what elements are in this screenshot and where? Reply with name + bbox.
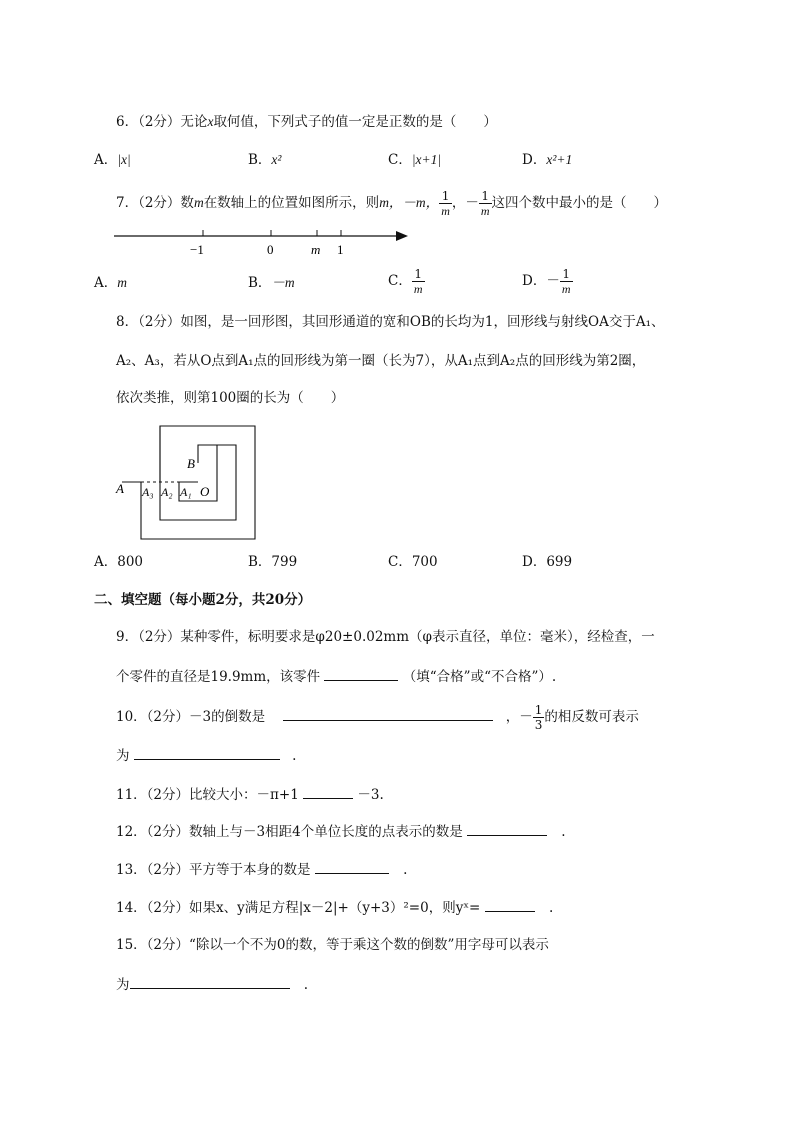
q13-line bbox=[116, 859, 407, 880]
q10-text-a: 10．（2分）－3的倒数是 bbox=[116, 709, 266, 725]
tick-label-one: 1 bbox=[337, 242, 344, 257]
option-label: A． bbox=[94, 152, 118, 168]
q14-line bbox=[116, 897, 553, 918]
fraction-numerator: 1 bbox=[560, 267, 573, 282]
q12-text-b: . bbox=[561, 824, 566, 840]
label-a2: A₂ bbox=[161, 485, 173, 499]
q15-text-b: . bbox=[303, 977, 309, 993]
option-text: －m bbox=[271, 275, 295, 290]
option-label: C． bbox=[388, 152, 412, 168]
label-a: A bbox=[116, 481, 124, 496]
option-label: D． bbox=[522, 152, 547, 168]
q14-text-b: . bbox=[548, 900, 554, 916]
fraction-denominator: m bbox=[441, 204, 450, 218]
q6-var: x bbox=[207, 114, 214, 129]
q8-line-3: 依次类推，则第100圈的长为（ ） bbox=[116, 390, 345, 406]
q7-stem-b: 在数轴上的位置如图所示，则 bbox=[203, 195, 380, 211]
q7-var: m bbox=[193, 195, 204, 210]
tick-label-m: m bbox=[311, 242, 321, 257]
fraction-numerator: 1 bbox=[534, 703, 543, 717]
q10-line-2 bbox=[116, 745, 296, 766]
option-text: m bbox=[117, 275, 127, 290]
option-label: B． bbox=[248, 554, 272, 570]
q7-fraction-2 bbox=[479, 189, 492, 218]
axis-arrow-icon bbox=[396, 231, 408, 241]
section-heading: 二、填空题（每小题2分，共20分） bbox=[94, 592, 312, 608]
q8-option-b bbox=[248, 552, 297, 572]
q7-stem bbox=[116, 186, 667, 220]
q15-line-2 bbox=[116, 974, 308, 995]
q8-option-a bbox=[94, 552, 143, 572]
q15-line-1: 15．（2分）“除以一个不为0的数，等于乘这个数的倒数”用字母可以表示 bbox=[116, 937, 549, 953]
q7-option-a bbox=[94, 273, 127, 293]
option-label: C． bbox=[388, 554, 412, 570]
option-label: C． bbox=[388, 273, 412, 289]
label-b: B bbox=[187, 456, 195, 471]
q10-answer-blank-2[interactable] bbox=[134, 745, 280, 760]
q11-text-a: 11．（2分）比较大小：－π+1 bbox=[116, 787, 299, 803]
option-fraction bbox=[412, 267, 425, 296]
q11-text-b: －3. bbox=[357, 787, 384, 803]
fraction-denominator: 3 bbox=[534, 718, 543, 732]
option-text: |x+1| bbox=[411, 152, 442, 167]
label-o: O bbox=[200, 484, 210, 499]
q6-option-a bbox=[94, 150, 131, 170]
q12-text-a: 12．（2分）数轴上与－3相距4个单位长度的点表示的数是 bbox=[116, 824, 463, 840]
q7-option-c bbox=[388, 264, 425, 298]
q6-option-c bbox=[388, 150, 441, 170]
q12-answer-blank[interactable] bbox=[467, 821, 547, 836]
fraction-numerator: 1 bbox=[412, 267, 425, 282]
q8-option-d bbox=[522, 552, 572, 572]
q7-number-line bbox=[110, 224, 410, 260]
q10-text-d: 为 bbox=[116, 748, 130, 764]
option-label: A． bbox=[94, 275, 118, 291]
fraction-numerator: 1 bbox=[479, 189, 492, 204]
option-text: 799 bbox=[271, 554, 298, 570]
label-a3: A₃ bbox=[142, 485, 154, 499]
q10-fraction bbox=[533, 703, 545, 732]
q9-line-2 bbox=[116, 666, 556, 687]
q7-fraction-1 bbox=[439, 189, 452, 218]
fraction-denominator: m bbox=[480, 204, 490, 218]
q9-text-b: （填“合格”或“不合格”）. bbox=[402, 669, 557, 685]
tick-label-minus-one: −1 bbox=[190, 242, 204, 257]
q10-text-b: ，－ bbox=[505, 709, 533, 725]
option-label: B． bbox=[248, 275, 272, 291]
q7-option-b bbox=[248, 273, 295, 293]
q11-line bbox=[116, 784, 384, 805]
q10-line-1 bbox=[116, 700, 639, 734]
q13-text-b: . bbox=[403, 862, 408, 878]
q6-stem-post: 取何值，下列式子的值一定是正数的是（ ） bbox=[213, 114, 497, 130]
q9-line-1: 9．（2分）某种零件，标明要求是φ20±0.02mm（φ表示直径，单位：毫米），经检查，一 bbox=[116, 629, 655, 645]
q11-answer-blank[interactable] bbox=[303, 784, 353, 799]
q13-answer-blank[interactable] bbox=[315, 859, 389, 874]
label-a1: A₁ bbox=[180, 485, 192, 499]
q6-stem-pre: 6．（2分）无论 bbox=[116, 114, 208, 130]
q6-option-b bbox=[248, 150, 281, 170]
option-text: 700 bbox=[411, 554, 438, 570]
option-text: x²+1 bbox=[546, 152, 573, 167]
q10-answer-blank-1[interactable] bbox=[283, 706, 493, 721]
q12-line bbox=[116, 821, 566, 842]
option-text: x² bbox=[271, 152, 282, 167]
q9-answer-blank[interactable] bbox=[324, 666, 398, 681]
q6-option-d bbox=[522, 150, 572, 170]
q7-option-d bbox=[522, 264, 573, 298]
q10-text-c: 的相反数可表示 bbox=[544, 709, 639, 725]
tick-label-zero: 0 bbox=[267, 242, 274, 257]
q9-text-a: 个零件的直径是19.9mm，该零件 bbox=[116, 669, 321, 685]
fraction-numerator: 1 bbox=[439, 189, 452, 204]
option-fraction bbox=[560, 267, 573, 296]
q15-answer-blank[interactable] bbox=[130, 974, 290, 989]
option-text: 699 bbox=[546, 554, 573, 570]
q13-text-a: 13．（2分）平方等于本身的数是 bbox=[116, 862, 311, 878]
q7-stem-c: m，－m， bbox=[379, 195, 440, 210]
q7-stem-d: ，－ bbox=[451, 195, 479, 211]
option-text: 800 bbox=[117, 554, 144, 570]
option-prefix: － bbox=[546, 273, 560, 289]
q8-spiral-figure bbox=[110, 416, 270, 544]
q8-option-c bbox=[388, 552, 438, 572]
option-label: A． bbox=[94, 554, 118, 570]
q14-answer-blank[interactable] bbox=[485, 897, 535, 912]
q8-line-1: 8．（2分）如图，是一回形图，其回形通道的宽和OB的长均为1，回形线与射线OA交于A₁、 bbox=[116, 314, 665, 330]
option-label: D． bbox=[522, 554, 547, 570]
q15-text-a: 为 bbox=[116, 977, 130, 993]
q14-text-a: 14．（2分）如果x、y满足方程|x－2|+（y+3）²=0，则yˣ= bbox=[116, 900, 481, 916]
q8-line-2: A₂、A₃，若从O点到A₁点的回形线为第一圈（长为7），从A₁点到A₂点的回形线为第2圈， bbox=[116, 353, 646, 369]
option-label: B． bbox=[248, 152, 272, 168]
q7-stem-e: 这四个数中最小的是（ ） bbox=[491, 195, 668, 211]
fraction-denominator: m bbox=[561, 282, 571, 296]
q10-text-e: . bbox=[292, 748, 297, 764]
option-text: |x| bbox=[117, 152, 131, 167]
q7-stem-a: 7．（2分）数 bbox=[116, 195, 194, 211]
q6-stem bbox=[116, 112, 497, 132]
fraction-denominator: m bbox=[413, 282, 423, 296]
option-label: D． bbox=[522, 273, 547, 289]
